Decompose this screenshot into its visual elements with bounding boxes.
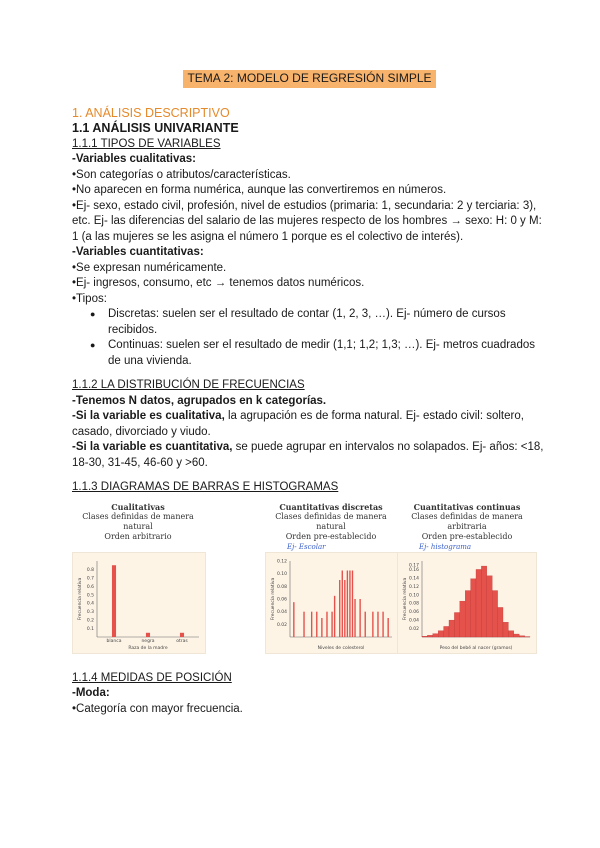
bar-chart-discretas — [266, 553, 398, 653]
chart-title: Cuantitativas continuas — [413, 501, 521, 512]
bar — [326, 611, 327, 636]
bar — [514, 634, 519, 637]
x-tick-label: otras — [176, 638, 188, 644]
y-tick-label: 0.04 — [276, 609, 287, 615]
bar — [303, 611, 304, 636]
bar — [365, 611, 366, 636]
tipo-discretas: ● Discretas: suelen ser el resultado de contar (1, 2, 3, …). Ej- número de cursos recibidos. — [90, 307, 547, 338]
x-axis-label: Peso del bebé al nacer (gramos) — [439, 645, 513, 651]
bar — [372, 611, 373, 636]
cualitativas-line: •Ej- sexo, estado civil, profesión, nivel de estudios (primaria: 1, secundaria: 2 y terciaria: 3), etc. Ej- las diferencias del salario de las mujeres respecto de los hombres → sexo: H: 0 y M: 1 (a las mujeres se les asigna el número 1 porque es el colectivo de interés). — [72, 199, 542, 243]
y-tick-label: 0.5 — [86, 592, 94, 598]
bar — [438, 630, 443, 636]
cuantitativas-title: -Variables cuantitativas: — [72, 246, 204, 258]
y-tick-label: 0.14 — [408, 575, 419, 581]
bar — [508, 630, 513, 636]
x-axis-label: Niveles de colesterol — [317, 645, 365, 651]
bar — [347, 570, 348, 637]
y-tick-label: 0.17 — [408, 563, 419, 569]
chart-continuas: Cuantitativas continuas Clases definidas de manera arbitraria Orden pre-establecido Ej- histograma 0.02 0.04 0.06 0.08 0.10 0.12 0.14 0.16 0.17 Peso del bebé al nacer (gramos) Frecuencia relativa — [397, 502, 537, 552]
frecuencias-line: -Tenemos N datos, agrupados en k categorías. — [72, 394, 327, 407]
moda-title: -Moda: — [72, 687, 110, 699]
bar — [146, 632, 150, 636]
cualitativas-line: •Son categorías o atributos/características. — [72, 168, 291, 181]
histogram-continuas — [398, 553, 536, 653]
y-tick-label: 0.7 — [86, 575, 94, 581]
y-tick-label: 0.1 — [86, 626, 94, 632]
bar — [460, 601, 465, 637]
bar — [112, 565, 116, 637]
y-tick-label: 0.12 — [408, 584, 419, 590]
y-tick-label: 0.02 — [276, 622, 287, 628]
y-tick-label: 0.08 — [276, 584, 287, 590]
y-tick-label: 0.06 — [276, 597, 287, 602]
cuantitativas-line: •Tipos: — [72, 292, 107, 305]
y-tick-label: 0.4 — [86, 601, 94, 607]
y-tick-label: 0.12 — [276, 559, 287, 564]
bar — [180, 632, 184, 636]
bar — [476, 569, 481, 637]
bar — [481, 566, 486, 637]
y-axis-label: Frecuencia relativa — [403, 577, 408, 620]
bar — [339, 580, 340, 637]
chart-title: Cuantitativas discretas — [279, 501, 383, 512]
bar — [316, 611, 317, 636]
bar — [331, 611, 332, 636]
y-tick-label: 0.6 — [86, 584, 94, 590]
bar — [503, 622, 508, 637]
y-tick-label: 0.10 — [276, 571, 287, 577]
handwritten-note: Ej- Escolar — [287, 542, 326, 551]
section-1-1-1-heading: 1.1.1 TIPOS DE VARIABLES — [72, 137, 221, 150]
y-tick-label: 0.16 — [408, 567, 419, 573]
tipos-list — [72, 307, 547, 369]
bar — [344, 580, 345, 637]
bar — [387, 618, 388, 637]
moda-line: •Categoría con mayor frecuencia. — [72, 702, 243, 715]
bar — [311, 611, 312, 636]
cuantitativas-line: •Se expresan numéricamente. — [72, 261, 227, 274]
handwritten-note: Ej- histograma — [419, 542, 472, 551]
y-tick-label: 0.04 — [408, 618, 419, 624]
y-tick-label: 0.08 — [408, 601, 419, 607]
y-tick-label: 0.10 — [408, 592, 419, 598]
bar — [492, 590, 497, 636]
chart-title: Cualitativas — [111, 501, 165, 512]
section-1-1-4-heading: 1.1.4 MEDIDAS DE POSICIÓN — [72, 671, 232, 684]
bar — [354, 599, 355, 637]
bar — [334, 595, 335, 636]
section-1-heading: 1. ANÁLISIS DESCRIPTIVO — [72, 105, 230, 120]
bar — [352, 570, 353, 637]
chart-cualitativas: Cualitativas Clases definidas de manera natural Orden arbitrario 0.1 0.2 0.3 0.4 0.5 0.6 0.7 0.8 blanca negra otras Raza de la madre Frecuencia relativa — [72, 502, 204, 542]
document-page — [72, 70, 547, 717]
y-tick-label: 0.3 — [86, 609, 94, 615]
bar — [487, 575, 492, 636]
y-axis-label: Frecuencia relativa — [271, 577, 276, 620]
bar — [444, 626, 449, 637]
bar — [377, 611, 378, 636]
bar — [454, 612, 459, 636]
tipo-continuas: ● Continuas: suelen ser el resultado de medir (1,1; 1,2; 1,3; …). Ej- metros cuadrados de una vivienda. — [90, 338, 547, 369]
y-tick-label: 0.06 — [408, 609, 419, 615]
y-tick-label: 0.2 — [86, 618, 94, 624]
bar — [359, 599, 360, 637]
bar — [465, 590, 470, 636]
bar — [519, 635, 524, 636]
y-axis-label: Frecuencia relativa — [78, 577, 83, 620]
cualitativas-title: -Variables cualitativas: — [72, 153, 197, 165]
cuantitativas-line: •Ej- ingresos, consumo, etc → tenemos datos numéricos. — [72, 277, 365, 289]
section-1-1-2-heading: 1.1.2 LA DISTRIBUCIÓN DE FRECUENCIAS — [72, 379, 305, 391]
bar — [433, 633, 438, 636]
bar — [449, 620, 454, 637]
bar — [382, 611, 383, 636]
x-tick-label: blanca — [106, 638, 122, 644]
bar — [498, 607, 503, 637]
section-1-1-heading: 1.1 ANÁLISIS UNIVARIANTE — [72, 121, 239, 135]
chart-discretas: Cuantitativas discretas Clases definidas de manera natural Orden pre-establecido Ej- Escolar 0.02 0.04 0.06 0.08 0.10 0.12 Niveles de colesterol Frecuencia relativa — [265, 502, 397, 552]
charts-row — [72, 502, 547, 667]
bar — [427, 635, 432, 637]
bar — [342, 570, 343, 637]
bar — [422, 636, 427, 637]
cualitativas-line: •No aparecen en forma numérica, aunque las convertiremos en números. — [72, 184, 447, 196]
frecuencias-cualitativa: -Si la variable es cualitativa, la agrupación es de forma natural. Ej- estado civil: soltero, casado, divorciado y viudo. — [72, 410, 524, 438]
bar-chart-cualitativas — [73, 553, 205, 653]
section-1-1-3-heading: 1.1.3 DIAGRAMAS DE BARRAS E HISTOGRAMAS — [72, 481, 339, 493]
x-tick-label: negra — [141, 638, 155, 644]
y-tick-label: 0.02 — [408, 626, 419, 632]
bar — [321, 618, 322, 637]
bar — [293, 602, 294, 637]
bar — [349, 570, 350, 637]
doc-title: TEMA 2: MODELO DE REGRESIÓN SIMPLE — [183, 70, 435, 88]
frecuencias-cuantitativa: -Si la variable es cuantitativa, se puede agrupar en intervalos no solapados. Ej- años: <18, 18-30, 31-45, 46-60 y >60. — [72, 441, 544, 469]
bar — [471, 578, 476, 636]
x-axis-label: Raza de la madre — [128, 645, 168, 651]
y-tick-label: 0.8 — [86, 567, 94, 573]
